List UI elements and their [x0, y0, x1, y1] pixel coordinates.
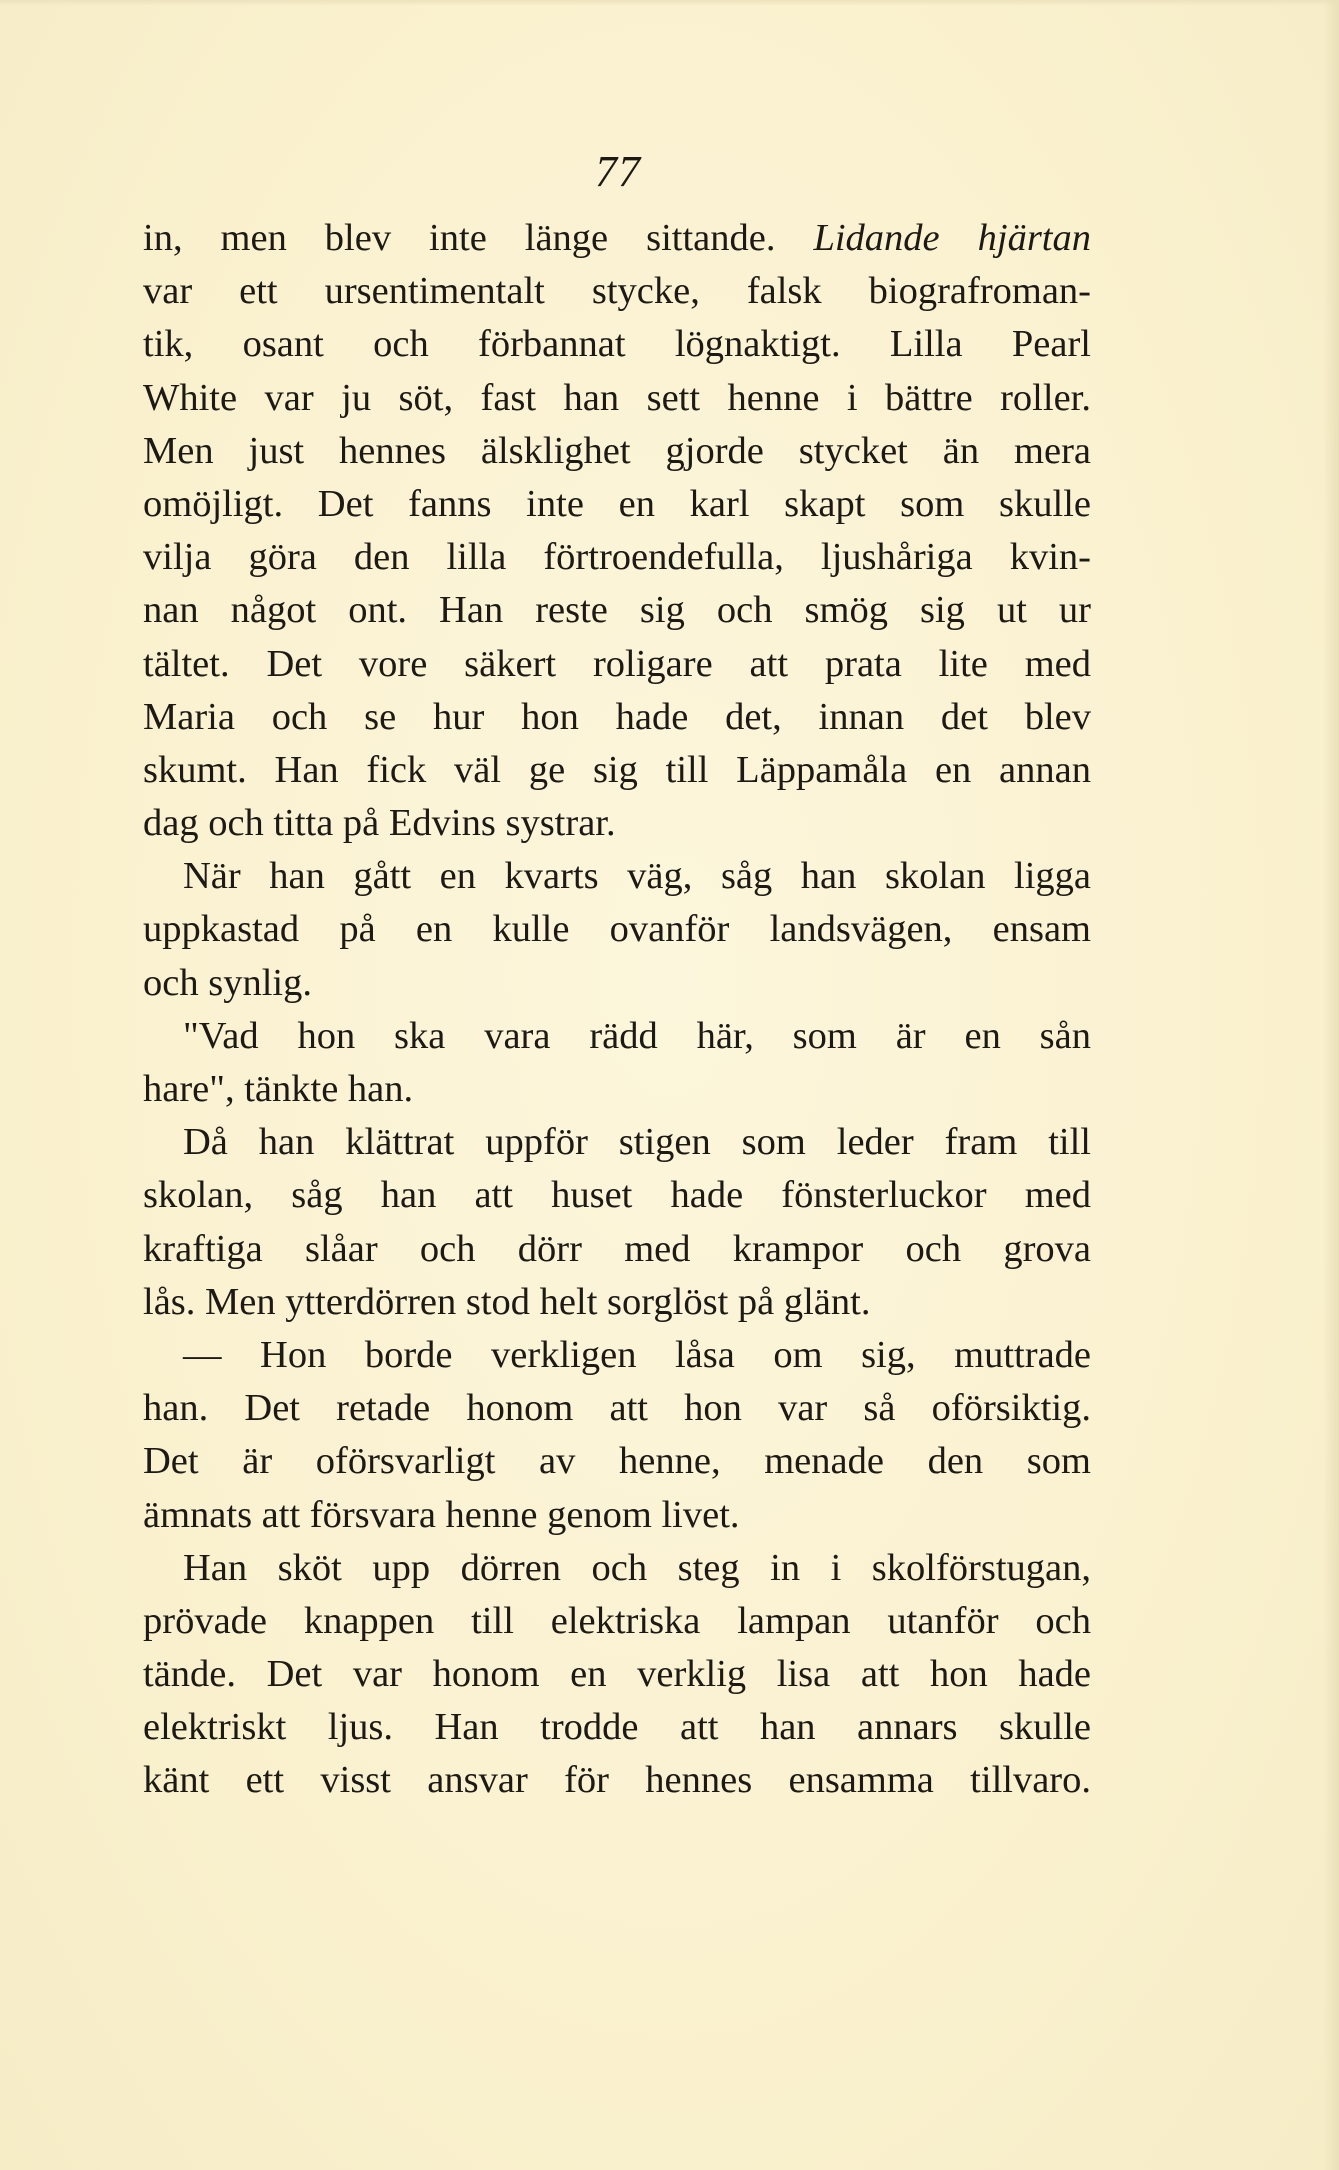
text-line	[143, 744, 1091, 797]
line-text: nan något ont. Han reste sig och smög sig ut ur	[143, 589, 1091, 632]
text-line	[143, 850, 1091, 903]
text-line	[143, 531, 1091, 584]
line-text: ämnats att försvara henne genom livet.	[143, 1493, 740, 1536]
line-text: "Vad hon ska vara rädd här, som är en sån	[183, 1014, 1091, 1057]
line-text: vilja göra den lilla förtroendefulla, ljushåriga kvin-	[143, 536, 1091, 579]
line-text: Han sköt upp dörren och steg in i skolförstugan,	[183, 1546, 1091, 1589]
text-line	[143, 1063, 1091, 1116]
text-line	[143, 1382, 1091, 1435]
text-line	[143, 1435, 1091, 1488]
page-top-edge	[0, 0, 1339, 6]
line-text: kraftiga slåar och dörr med krampor och grova	[143, 1227, 1091, 1270]
text-line	[143, 957, 1091, 1010]
line-text: han. Det retade honom att hon var så oförsiktig.	[143, 1387, 1091, 1430]
text-line	[143, 1595, 1091, 1648]
line-text: White var ju söt, fast han sett henne i bättre roller.	[143, 376, 1091, 419]
line-text: När han gått en kvarts väg, såg han skolan ligga	[183, 855, 1091, 898]
line-text: tältet. Det vore säkert roligare att prata lite med	[143, 642, 1091, 685]
text-line	[143, 1542, 1091, 1595]
line-text: och synlig.	[143, 961, 312, 1004]
text-line	[143, 318, 1091, 371]
text-line	[143, 265, 1091, 318]
body-text	[143, 212, 1091, 1808]
text-line	[143, 372, 1091, 425]
line-text: Då han klättrat uppför stigen som leder fram till	[183, 1121, 1091, 1164]
line-text: in, men blev inte länge sittande.	[143, 217, 814, 259]
line-text: omöjligt. Det fanns inte en karl skapt som skulle	[143, 482, 1091, 525]
line-text: Maria och se hur hon hade det, innan det blev	[143, 695, 1091, 738]
text-line	[143, 1169, 1091, 1222]
line-text: dag och titta på Edvins systrar.	[143, 802, 616, 845]
line-text: prövade knappen till elektriska lampan utanför och	[143, 1599, 1091, 1642]
line-text: känt ett visst ansvar för hennes ensamma tillvaro.	[143, 1759, 1091, 1802]
line-text: Det är oförsvarligt av henne, menade den som	[143, 1440, 1091, 1483]
text-line	[143, 1329, 1091, 1382]
text-line	[143, 903, 1091, 956]
line-text: var ett ursentimentalt stycke, falsk biografroman-	[143, 270, 1091, 313]
line-text: tände. Det var honom en verklig lisa att hon hade	[143, 1653, 1091, 1696]
text-line	[143, 1489, 1091, 1542]
italic-title-text: Lidande hjärtan	[813, 217, 1091, 259]
page-number: 77	[595, 147, 641, 196]
line-text: lås. Men ytterdörren stod helt sorglöst på glänt.	[143, 1280, 871, 1323]
text-line	[143, 1276, 1091, 1329]
text-line	[143, 1701, 1091, 1754]
text-line	[143, 1116, 1091, 1169]
line-text: tik, osant och förbannat lögnaktigt. Lilla Pearl	[143, 323, 1091, 366]
line-text: Men just hennes älsklighet gjorde stycket än mera	[143, 429, 1091, 472]
text-line	[143, 478, 1091, 531]
line-text: skumt. Han fick väl ge sig till Läppamåla en annan	[143, 748, 1091, 791]
text-line	[143, 691, 1091, 744]
line-text: elektriskt ljus. Han trodde att han annars skulle	[143, 1706, 1091, 1749]
line-text: — Hon borde verkligen låsa om sig, muttrade	[183, 1333, 1091, 1376]
text-line	[143, 1223, 1091, 1276]
line-text: uppkastad på en kulle ovanför landsvägen, ensam	[143, 908, 1091, 951]
text-line	[143, 1648, 1091, 1701]
text-line	[143, 638, 1091, 691]
line-text: skolan, såg han att huset hade fönsterluckor med	[143, 1174, 1091, 1217]
text-line	[143, 1754, 1091, 1807]
text-line	[143, 212, 1091, 265]
line-text: hare", tänkte han.	[143, 1068, 414, 1110]
text-line	[143, 425, 1091, 478]
text-line	[143, 584, 1091, 637]
text-line	[143, 797, 1091, 850]
text-line	[143, 1010, 1091, 1063]
page-right-edge	[1323, 0, 1339, 2170]
